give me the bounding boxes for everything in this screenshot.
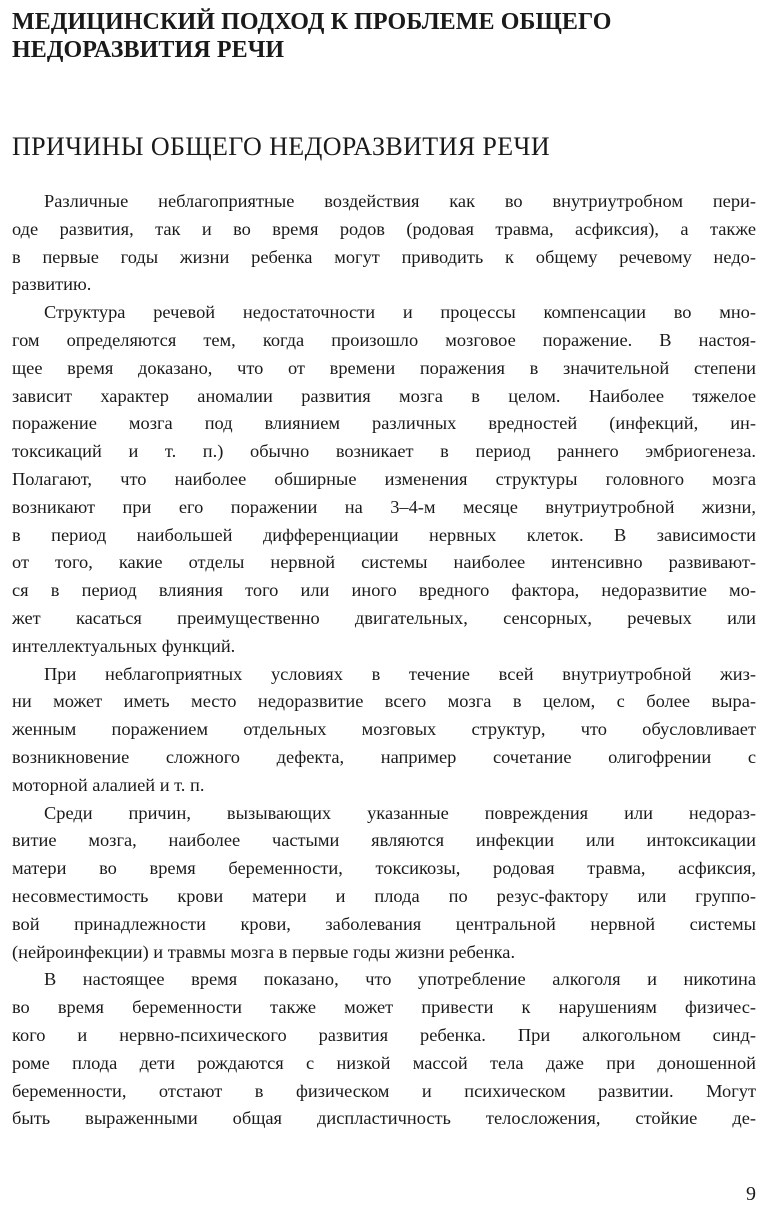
- paragraph: [12, 661, 756, 800]
- text-line: несовместимость крови матери и плода по резус-фактору или группо-: [12, 885, 756, 906]
- text-line: В настоящее время показано, что употребление алкоголя и никотина: [44, 969, 756, 990]
- text-line: моторной алалией и т. п.: [12, 774, 205, 795]
- text-line: матери во время беременности, токсикозы, родовая травма, асфиксия,: [12, 858, 756, 879]
- text-line: кого и нервно-психического развития ребенка. При алкогольном синд-: [12, 1024, 756, 1045]
- paragraph: [12, 188, 756, 299]
- text-line: возникают при его поражении на 3–4-м месяце внутриутробной жизни,: [12, 496, 756, 517]
- text-line: (нейроинфекции) и травмы мозга в первые годы жизни ребенка.: [12, 941, 516, 962]
- text-line: возникновение сложного дефекта, например сочетание олигофрении с: [12, 746, 756, 767]
- text-line: токсикаций и т. п.) обычно возникает в период раннего эмбриогенеза.: [12, 441, 756, 462]
- text-line: Структура речевой недостаточности и процессы компенсации во мно-: [44, 302, 756, 323]
- chapter-title-line: НЕДОРАЗВИТИЯ РЕЧИ: [12, 37, 285, 63]
- text-line: Полагают, что наиболее обширные изменения структуры головного мозга: [12, 468, 756, 489]
- text-line: гом определяются тем, когда произошло мозговое поражение. В настоя-: [12, 329, 756, 350]
- text-line: Различные неблагоприятные воздействия как во внутриутробном пери-: [44, 191, 756, 211]
- text-line: ни может иметь место недоразвитие всего мозга в целом, с более выра-: [12, 691, 756, 712]
- text-line: жет касаться преимущественно двигательных, сенсорных, речевых или: [12, 607, 756, 628]
- text-line: интеллектуальных функций.: [12, 635, 236, 656]
- body-text: [12, 188, 756, 1133]
- text-line: быть выраженными общая диспластичность телосложения, стойкие де-: [12, 1108, 756, 1129]
- chapter-title: [12, 8, 756, 64]
- text-line: ся в период влияния того или иного вредного фактора, недоразвитие мо-: [12, 580, 756, 601]
- text-line: оде развития, так и во время родов (родовая травма, асфиксия), а также: [12, 218, 756, 239]
- section-title: ПРИЧИНЫ ОБЩЕГО НЕДОРАЗВИТИЯ РЕЧИ: [12, 132, 551, 161]
- paragraph: [12, 299, 756, 660]
- text-line: во время беременности также может привести к нарушениям физичес-: [12, 997, 756, 1018]
- page-number: 9: [746, 1183, 756, 1205]
- text-line: от того, какие отделы нервной системы наиболее интенсивно развивают-: [12, 552, 756, 573]
- text-line: щее время доказано, что от времени поражения в значительной степени: [12, 357, 756, 378]
- text-line: развитию.: [12, 274, 92, 295]
- text-line: зависит характер аномалии развития мозга в целом. Наиболее тяжелое: [12, 385, 756, 406]
- paragraph: [12, 800, 756, 967]
- text-line: в период наибольшей дифференциации нервных клеток. В зависимости: [12, 524, 756, 545]
- text-line: в первые годы жизни ребенка могут приводить к общему речевому недо-: [12, 246, 756, 267]
- text-line: Среди причин, вызывающих указанные повреждения или недораз-: [44, 802, 756, 823]
- text-line: При неблагоприятных условиях в течение всей внутриутробной жиз-: [44, 663, 756, 684]
- chapter-title-line: МЕДИЦИНСКИЙ ПОДХОД К ПРОБЛЕМЕ ОБЩЕГО: [12, 9, 612, 35]
- paragraph: [12, 966, 756, 1133]
- book-page: [12, 8, 756, 1133]
- text-line: витие мозга, наиболее частыми являются инфекции или интоксикации: [12, 830, 756, 851]
- text-line: поражение мозга под влиянием различных вредностей (инфекций, ин-: [12, 413, 756, 434]
- text-line: женным поражением отдельных мозговых структур, что обусловливает: [12, 719, 756, 740]
- text-line: беременности, отстают в физическом и психическом развитии. Могут: [12, 1080, 756, 1101]
- text-line: вой принадлежности крови, заболевания центральной нервной системы: [12, 913, 756, 934]
- text-line: роме плода дети рождаются с низкой массой тела даже при доношенной: [12, 1052, 756, 1073]
